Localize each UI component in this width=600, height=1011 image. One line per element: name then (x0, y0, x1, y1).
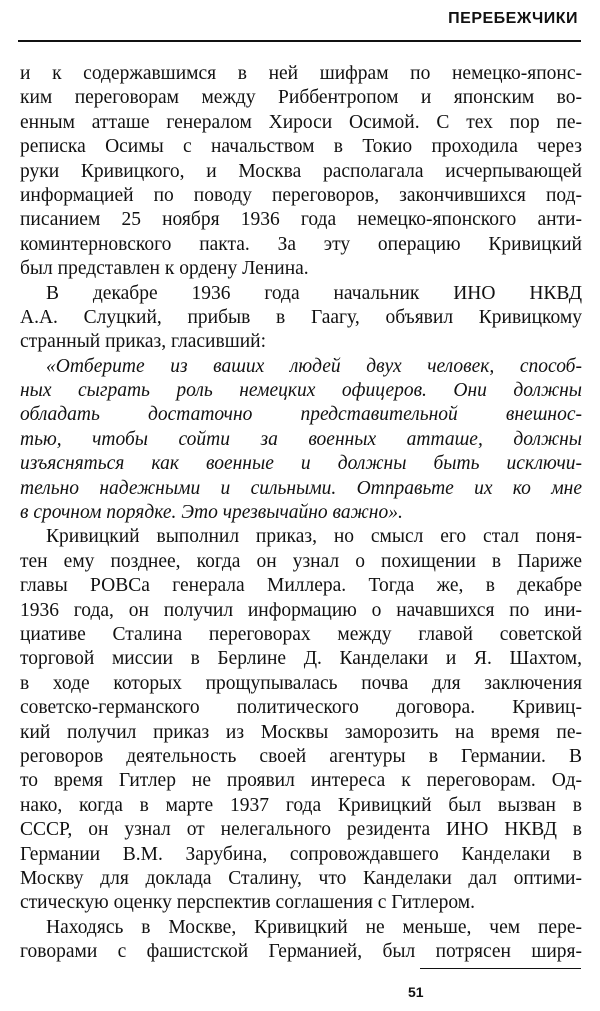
text-line: то время Гитлер не проявил интереса к переговорам. Од- (20, 770, 582, 792)
quote-line: «Отберите из ваших людей двух человек, способ- (46, 355, 582, 377)
text-line: Москву для доклада Сталину, что Канделаки дал оптими- (20, 867, 582, 889)
text-line: нако, когда в марте 1937 года Кривицкий был вызван в (20, 794, 582, 816)
text-line: СССР, он узнал от нелегального резидента ИНО НКВД в (20, 819, 582, 841)
running-head: ПЕРЕБЕЖЧИКИ (448, 10, 578, 27)
text-line: странный приказ, гласивший: (20, 331, 267, 353)
text-line: 1936 года, он получил информацию о начавшихся по ини- (20, 599, 582, 621)
text-line: циативе Сталина переговорах между главой советской (20, 623, 582, 645)
text-line: говорами с фашистской Германией, был потрясен ширя- (20, 941, 582, 963)
text-line: писанием 25 ноября 1936 года немецко-японского анти- (20, 209, 582, 231)
text-line: А.А. Слуцкий, прибыв в Гаагу, объявил Кривицкому (20, 306, 582, 328)
text-line: енным атташе генералом Хироси Осимой. С тех пор пе- (20, 111, 582, 133)
text-line: главы РОВСа генерала Миллера. Тогда же, в декабре (20, 575, 582, 597)
text-line: реговоров деятельность своей агентуры в Германии. В (20, 745, 582, 767)
text-line: был представлен к ордену Ленина. (20, 258, 309, 280)
quote-line: тью, чтобы сойти за военных атташе, должны (20, 428, 582, 450)
page-number: 51 (408, 984, 424, 1000)
quote-line: в срочном порядке. Это чрезвычайно важно». (20, 502, 403, 524)
text-line: руки Кривицкого, и Москва располагала исчерпывающей (20, 160, 582, 182)
footer-rule (420, 968, 581, 969)
text-line: и к содержавшимся в ней шифрам по немецко-японс- (20, 63, 582, 84)
text-line: Кривицкий выполнил приказ, но смысл его стал поня- (46, 526, 582, 548)
text-line: ким переговорам между Риббентропом и японским во- (20, 87, 582, 109)
text-line: торговой миссии в Берлине Д. Канделаки и Я. Шахтом, (20, 648, 582, 670)
text-line: Германии В.М. Зарубина, сопровождавшего Канделаки в (20, 843, 582, 865)
text-line: тен ему позднее, когда он узнал о похищении в Париже (20, 550, 582, 572)
text-line: коминтерновского пакта. За эту операцию Кривицкий (20, 233, 582, 255)
text-line: в ходе которых прощупывалась почва для заключения (20, 672, 582, 694)
quote-line: обладать достаточно представительной внешнос- (20, 404, 582, 426)
body-text (20, 62, 582, 964)
text-line: информацией по поводу переговоров, закончившихся под- (20, 184, 582, 206)
text-line: реписка Осимы с начальством в Токио проходила через (20, 136, 582, 158)
quote-line: тельно надежными и сильными. Отправьте их ко мне (20, 477, 582, 499)
text-line: кий получил приказ из Москвы заморозить на время пе- (20, 721, 582, 743)
header-rule (18, 40, 581, 42)
quote-line: изъясняться как военные и должны быть исключи- (20, 453, 582, 475)
text-line: В декабре 1936 года начальник ИНО НКВД (46, 282, 582, 304)
text-line: стическую оценку перспектив соглашения с Гитлером. (20, 892, 475, 914)
text-line: советско-германского политического договора. Кривиц- (20, 697, 582, 719)
text-line: Находясь в Москве, Кривицкий не меньше, чем пере- (46, 916, 582, 938)
quote-line: ных сыграть роль немецких офицеров. Они должны (20, 380, 582, 402)
